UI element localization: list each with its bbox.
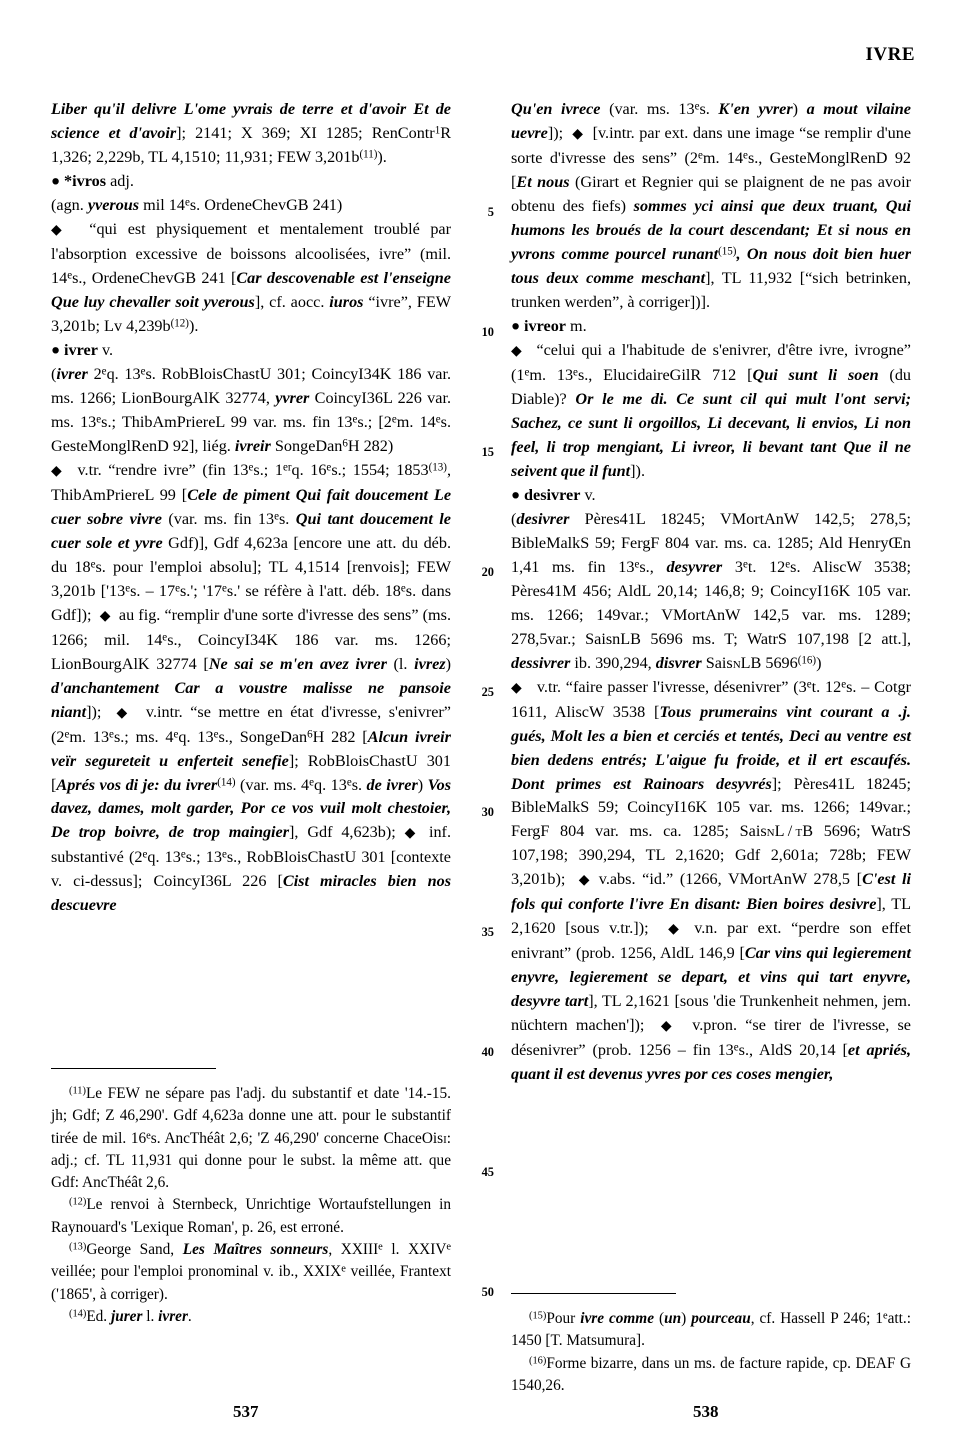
- sense-lozenge-icon: ◆: [51, 223, 69, 239]
- entry-bullet-icon: ●: [511, 317, 520, 334]
- sense-lozenge-icon: ◆: [660, 1019, 676, 1035]
- line-number: 50: [481, 1285, 494, 1299]
- entry-bullet-icon: ●: [51, 342, 60, 359]
- line-number: 20: [481, 565, 494, 579]
- footnote-12: $^{(12)}$Le renvoi à Sternbeck, Unrichtige Wortaufstellungen in Raynouard's 'Lexique Roman', p. 26, est erroné.: [51, 1196, 451, 1236]
- left-footnotes: [51, 1083, 451, 1328]
- sense-lozenge-icon: ◆: [99, 608, 111, 624]
- sense-lozenge-icon: ◆: [511, 680, 523, 696]
- sense-lozenge-icon: ◆: [404, 826, 421, 842]
- sense-lozenge-icon: ◆: [572, 126, 584, 142]
- line-number: 45: [481, 1165, 494, 1179]
- entry-ivros-headword: ● *ivros adj.: [51, 171, 134, 190]
- footnote-15: $^{(15)}$Pour ivre comme (un) pourceau, cf. Hassell P 246; 1eatt.: 1450 [T. Matsumura].: [511, 1310, 911, 1350]
- sense-lozenge-icon: ◆: [668, 922, 685, 938]
- sense-lozenge-icon: ◆: [511, 343, 524, 359]
- folio-right: 538: [693, 1402, 719, 1421]
- running-head: IVRE: [865, 44, 915, 65]
- line-number: 10: [481, 325, 494, 339]
- sense-lozenge-icon: ◆: [578, 873, 593, 889]
- entry-bullet-icon: ●: [51, 173, 60, 190]
- footnote-13: $^{(13)}$George Sand, Les Maîtres sonneurs, XXIIIe l. XXIVe veillée; pour l'emploi pronominal v. ib., XXIXe veillée, Frantext ('1865', à corriger).: [51, 1241, 451, 1303]
- entry-ivrer-sense-1: ◆ v.tr. “rendre ivre” (fin 13es.; 1erq. 16es.; 1554; 1853$^{(13)}$, ThibAmPriereL 99 [Cele de piment Qui fait doucement Le cuer sobre vivre (var. ms. fin 13es. Qui tant doucement le cuer sole et yvre Gdf)], Gdf 4,623a [encore une att. du déb. du 18es. pour l'emploi absolu]; TL 4,1514 [renvois]; FEW 3,201b ['13es. – 17es.'; '17es.' se réfère à l'att. déb. 18es. dans Gdf]); ◆ au fig. “remplir d'une sorte d'ivresse des sens” (ms. 1266; mil. 14es., CoincyI34K 186 var. ms. 1266; LionBourgAlK 32774 [Ne sai se m'en avez ivrer (l. ivrez) d'anchantement Car a voustre malisse ne pansoie niant]); ◆ v.intr. “se mettre en état d'ivresse, s'enivrer” (2em. 13es.; ms. 4eq. 13es., SongeDan$^6$H 282 [Alcun ivreir veïr segureteit u enferteit senefie]; RobBloisChastU 301 [Aprés vos di je: du ivrer$^{(14)}$ (var. ms. 4eq. 13es. de ivrer) Vos davez, dames, molt garder, Por ce vos vuil molt chestoier, De trop boivre, de trop maingier], Gdf 4,623b); ◆ inf. substantivé (2eq. 13es.; 13es., RobBloisChastU 301 [contexte v. ci-dessus]; CoincyI36L 226 [Cist miracles bien nos descuevre: [51, 461, 452, 915]
- entry-ivrer-headword: ● ivrer v.: [51, 340, 114, 359]
- line-number: 35: [481, 925, 494, 939]
- entry-ivreor-headword: ● ivreor m.: [511, 316, 587, 335]
- sense-lozenge-icon: ◆: [116, 705, 131, 721]
- entry-ivros-forms: (agn. yverous mil 14es. OrdeneChevGB 241): [51, 196, 343, 215]
- line-number: 25: [481, 685, 494, 699]
- entry-ivreor-sense: ◆ “celui qui a l'habitude de s'enivrer, d'être ivre, ivrogne” (1em. 13es., ElucidaireGilR 712 [Qui sunt li soen (du Diable)? Or le me di. Ce sunt cil qui mult l'ont servi; Sachez, ce sunt li orgoillos, Li decevant, li envios, Li non feel, li trop mengiant, Li ivreor, li bevant tant Que il ne seivent que il funt]).: [511, 340, 912, 480]
- line-number: 5: [487, 205, 494, 219]
- right-footnotes: [511, 1308, 911, 1397]
- footnote-separator-left: [51, 1068, 216, 1069]
- footnote-14: $^{(14)}$Ed. jurer l. ivrer.: [69, 1307, 192, 1325]
- right-column: [511, 98, 911, 1087]
- folio-left: 537: [233, 1402, 259, 1421]
- entry-desivrer-forms: (desivrer Pères41L 18245; VMortAnW 142,5; 278,5; BibleMalkS 59; FergF 804 var. ms. ca. 1285; Ald HenryŒn 1,41 ms. fin 13es., desyvrer 3et. 12es. AliscW 3538; Pères41M 456; AldL 20,14; 146,8; 9; CoincyI16K 105 var. ms. 1266; 149var.; VMortAnW 142,5 var. ms. 1289; 278,5var.; SaisnLB 5696 ms. T; WatrS 107,198 [2 att.], dessivrer ib. 390,294, disvrer SaisnLB 5696$^{(16)}$): [511, 510, 912, 672]
- entry-bullet-icon: ●: [511, 487, 520, 504]
- sense-lozenge-icon: ◆: [51, 464, 65, 480]
- right-citation-continued: Qu'en ivrece (var. ms. 13es. K'en yvrer) a mout vilaine uevre]); ◆ [v.intr. par ext. dans une image “se remplir d'une sorte d'ivresse des sens” (2em. 14es., GesteMonglRenD 92 [Et nous (Girart et Regnier qui se plaignent de ne pas avoir obtenu des fiefs) sommes yci ainsi que deux truant, Qui humons les broués de la court descendant; Et si nous en yvrons comme pourcel runant$^{(15)}$, On nous doit bien huer tous deux comme meschant], TL 11,932 [“sich betrinken, trunken werden”, à corriger])].: [511, 100, 912, 311]
- entry-desivrer-sense-1: ◆ v.tr. “faire passer l'ivresse, désenivrer” (3et. 12es. – Cotgr 1611, AliscW 3538 [Tous prumerains vint courant a .j. gués, Molt les a bien et cerciés et tentés, Deci au ventre est bien dedens entrés; L'aigue fu froide, et il ert escaufés. Dont primes est Rainoars desyvrés]; Pères41L 18245; BibleMalkS 59; CoincyI16K 105 var. ms. 1266; 149var.; FergF 804 var. ms. ca. 1285; SaisnL / tB 5696; WatrS 107,198; 390,294, TL 2,1620; Gdf 2,601a; 728b; FEW 3,201b); ◆ v.abs. “id.” (1266, VMortAnW 278,5 [C'est li fols qui conforte l'ivre En disant: Bien boires desivre], TL 2,1620 [sous v.tr.]); ◆ v.n. par ext. “perdre son effet enivrant” (prob. 1256, AldL 146,9 [Car vins qui legierement enyvre, legierement se depart, et vins qui tart enyvre, desyvre tart], TL 2,1621 [sous 'die Trunkenheit nehmen, jem. nüchtern machen']); ◆ v.pron. “se tirer de l'ivresse, se désenivrer” (prob. 1256 – fin 13es., AldS 20,14 [et apriés, quant il est devenus yvres por ces coses mengier,: [511, 677, 912, 1083]
- entry-ivrer-forms: (ivrer 2eq. 13es. RobBloisChastU 301; CoincyI34K 186 var. ms. 1266; LionBourgAlK 32774, yvrer CoincyI36L 226 var. ms. 13es.; ThibAmPriereL 99 var. ms. fin 13es.; [2em. 14es. GesteMonglRenD 92], liég. ivreir SongeDan$^6$H 282): [51, 365, 452, 456]
- entry-desivrer-headword: ● desivrer v.: [511, 485, 596, 504]
- line-number: 15: [481, 445, 494, 459]
- footnote-separator-right: [511, 1293, 676, 1294]
- line-number: 40: [481, 1045, 494, 1059]
- footnote-11: $^{(11)}$Le FEW ne sépare pas l'adj. du substantif et date '14.-15. jh; Gdf; Z 46,290'. Gdf 4,623a donne une att. pour le substantif tirée de mil. 16es. AncThéât 2,6; 'Z 46,290' concerne ChaceOisi: adj.; cf. TL 11,931 qui donne pour le subst. la même att. que Gdf: AncThéât 2,6.: [51, 1085, 451, 1192]
- left-column: [51, 98, 451, 918]
- line-number: 30: [481, 805, 494, 819]
- footnote-16: $^{(16)}$Forme bizarre, dans un ms. de facture rapide, cp. DEAF G 1540,26.: [511, 1354, 911, 1394]
- left-citation-continued: Liber qu'il delivre L'ome yvrais de terre et d'avoir Et de science et d'avoir]; 2141; X 369; XI 1285; RenContr$^1$R 1,326; 2,229b, TL 4,1510; 11,931; FEW $3,201b^{(11)}$).: [51, 100, 451, 166]
- entry-ivros-sense: ◆ “qui est physiquement et mentalement troublé par l'absorption excessive de boissons alcoolisées, ivre” (mil. 14es., OrdeneChevGB 241 [Car descovenable est l'enseigne Que luy chevaller soit yverous], cf. aocc. iuros “ivre”, FEW 3,201b; Lv $4,239b^{(12)}$).: [51, 220, 451, 335]
